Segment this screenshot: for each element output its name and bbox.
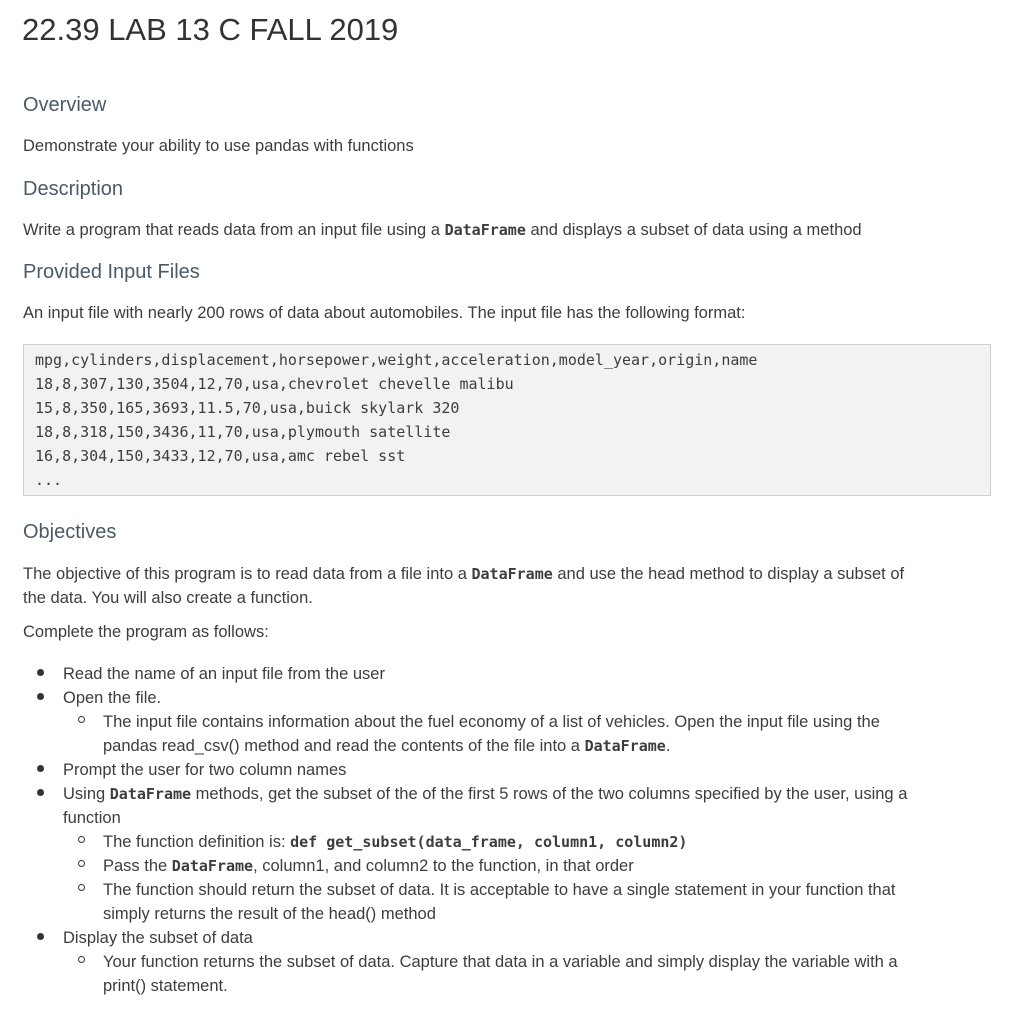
objectives-heading: Objectives bbox=[23, 521, 117, 543]
code-line: 16,8,304,150,3433,12,70,usa,amc rebel sst bbox=[35, 447, 406, 465]
bullet-icon bbox=[37, 933, 44, 940]
page-title: 22.39 LAB 13 C FALL 2019 bbox=[22, 12, 399, 47]
overview-text: Demonstrate your ability to use pandas with functions bbox=[23, 137, 414, 155]
substep-read-csv-line2: pandas read_csv() method and read the contents of the file into a DataFrame. bbox=[103, 737, 671, 755]
code-line: 15,8,350,165,3693,11.5,70,usa,buick skylark 320 bbox=[35, 399, 460, 417]
substep-return-subset: The function should return the subset of data. It is acceptable to have a single statement in your function that bbox=[103, 881, 896, 899]
description-text: Write a program that reads data from an input file using a DataFrame and displays a subset of data using a method bbox=[23, 221, 862, 239]
bullet-icon bbox=[37, 669, 44, 676]
bullet-icon bbox=[37, 789, 44, 796]
sub-bullet-icon bbox=[78, 884, 85, 891]
sub-bullet-icon bbox=[78, 956, 85, 963]
code-line: 18,8,307,130,3504,12,70,usa,chevrolet chevelle malibu bbox=[35, 375, 514, 393]
bullet-icon bbox=[37, 693, 44, 700]
complete-instructions: Complete the program as follows: bbox=[23, 623, 269, 641]
input-files-text: An input file with nearly 200 rows of data about automobiles. The input file has the following format: bbox=[23, 304, 746, 322]
substep-read-csv: The input file contains information about the fuel economy of a list of vehicles. Open the input file using the bbox=[103, 713, 880, 731]
step-read-filename: Read the name of an input file from the user bbox=[63, 665, 385, 683]
input-files-heading: Provided Input Files bbox=[23, 261, 200, 283]
dataframe-code: DataFrame bbox=[444, 221, 526, 239]
step-open-file: Open the file. bbox=[63, 689, 162, 707]
code-line: ... bbox=[35, 471, 63, 489]
step-prompt-columns: Prompt the user for two column names bbox=[63, 761, 347, 779]
code-line: 18,8,318,150,3436,11,70,usa,plymouth satellite bbox=[35, 423, 451, 441]
substep-print-variable-line2: print() statement. bbox=[103, 977, 228, 995]
step-display-subset: Display the subset of data bbox=[63, 929, 253, 947]
description-heading: Description bbox=[23, 178, 124, 200]
objectives-paragraph: The objective of this program is to read data from a file into a DataFrame and use the head method to display a subset of bbox=[23, 565, 905, 583]
substep-function-definition: The function definition is: def get_subset(data_frame, column1, column2) bbox=[103, 833, 688, 851]
sample-input-code-block bbox=[23, 344, 991, 496]
sub-bullet-icon bbox=[78, 860, 85, 867]
step-get-subset-line2: function bbox=[63, 809, 121, 827]
objectives-paragraph-line2: the data. You will also create a function. bbox=[23, 589, 313, 607]
sub-bullet-icon bbox=[78, 716, 85, 723]
code-line: mpg,cylinders,displacement,horsepower,weight,acceleration,model_year,origin,name bbox=[35, 351, 758, 369]
sub-bullet-icon bbox=[78, 836, 85, 843]
overview-heading: Overview bbox=[23, 94, 107, 116]
substep-pass-args: Pass the DataFrame, column1, and column2 to the function, in that order bbox=[103, 857, 634, 875]
substep-return-subset-line2: simply returns the result of the head() method bbox=[103, 905, 436, 923]
step-get-subset: Using DataFrame methods, get the subset of the of the first 5 rows of the two columns specified by the user, using a bbox=[63, 785, 908, 803]
substep-print-variable: Your function returns the subset of data. Capture that data in a variable and simply display the variable with a bbox=[103, 953, 898, 971]
bullet-icon bbox=[37, 765, 44, 772]
